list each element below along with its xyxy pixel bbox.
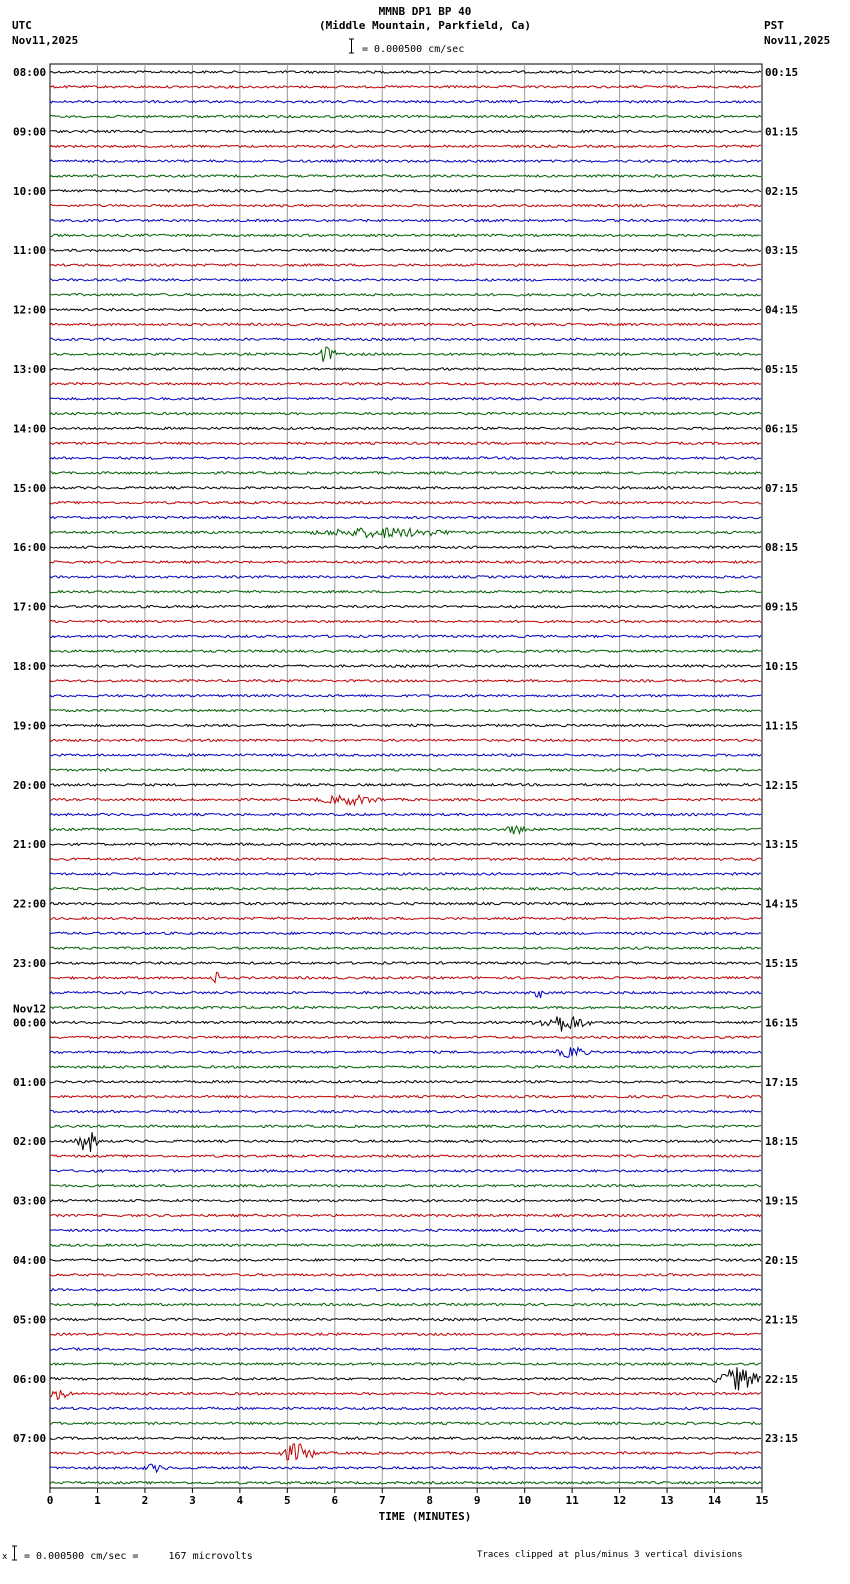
- pst-hour-label: 14:15: [765, 897, 799, 911]
- seismic-trace: [50, 561, 761, 563]
- seismic-trace: [50, 902, 761, 904]
- seismic-trace: [50, 546, 761, 548]
- seismic-trace: [50, 516, 761, 518]
- utc-hour-label: 23:00: [13, 957, 47, 970]
- utc-hour-label: 15:00: [13, 481, 47, 495]
- pst-hour-label: 20:15: [765, 1254, 799, 1267]
- utc-hour-label: 14:00: [13, 422, 47, 436]
- seismic-trace: [50, 1006, 761, 1008]
- utc-hour-label: 11:00: [13, 244, 47, 258]
- seismic-trace: [50, 1444, 761, 1460]
- utc-hour-label: 06:00: [13, 1372, 47, 1386]
- seismic-trace: [50, 1170, 761, 1172]
- seismic-trace: [50, 1303, 761, 1305]
- utc-hour-label: 04:00: [13, 1254, 47, 1267]
- seismic-trace: [50, 754, 761, 756]
- day-change-label: Nov12: [13, 1002, 47, 1016]
- x-tick-label: 13: [660, 1494, 674, 1507]
- seismic-trace: [50, 383, 761, 385]
- clip-note: Traces clipped at plus/minus 3 vertical divisions: [477, 1550, 743, 1560]
- seismic-trace: [50, 1482, 761, 1484]
- seismic-trace: [50, 442, 761, 444]
- pst-hour-label: 23:15: [765, 1432, 799, 1446]
- x-tick-label: 11: [565, 1494, 579, 1507]
- seismic-trace: [50, 695, 761, 697]
- utc-hour-label: 16:00: [13, 541, 47, 555]
- seismic-trace: [50, 101, 761, 103]
- right-date: Nov11,2025: [764, 34, 831, 47]
- pst-hour-label: 04:15: [765, 303, 799, 317]
- pst-hour-label: 16:15: [765, 1016, 799, 1030]
- seismic-trace: [50, 888, 761, 890]
- seismic-trace: [50, 1110, 761, 1112]
- x-tick-label: 5: [284, 1494, 291, 1507]
- pst-hour-label: 15:15: [765, 957, 799, 970]
- pst-hour-label: 18:15: [765, 1135, 799, 1149]
- pst-hour-label: 06:15: [765, 422, 799, 436]
- seismic-trace: [50, 1348, 761, 1350]
- utc-hour-label: 13:00: [13, 363, 47, 376]
- seismic-trace: [50, 398, 761, 400]
- pst-hour-label: 11:15: [765, 719, 799, 733]
- seismic-trace: [50, 932, 761, 934]
- seismic-trace: [50, 724, 761, 726]
- pst-hour-label: 08:15: [765, 541, 799, 555]
- seismic-trace: [50, 620, 761, 622]
- x-tick-label: 14: [707, 1494, 722, 1507]
- seismic-trace: [50, 487, 761, 489]
- seismic-trace: [50, 1259, 761, 1261]
- seismic-trace: [50, 1047, 761, 1057]
- seismic-trace: [50, 279, 761, 281]
- seismic-trace: [50, 826, 761, 834]
- seismic-trace: [50, 234, 761, 236]
- utc-hour-label: 03:00: [13, 1194, 47, 1208]
- seismic-trace: [50, 502, 761, 504]
- seismic-trace: [50, 813, 761, 815]
- x-tick-label: 1: [94, 1494, 101, 1507]
- seismic-trace: [50, 769, 761, 771]
- seismic-trace: [50, 190, 761, 192]
- x-tick-label: 9: [473, 1494, 481, 1507]
- right-timezone: PST: [764, 19, 784, 32]
- seismic-trace: [50, 323, 761, 325]
- x-tick-label: 2: [141, 1494, 149, 1507]
- pst-hour-label: 13:15: [765, 838, 799, 852]
- seismic-trace: [50, 1016, 761, 1031]
- seismic-trace: [50, 1081, 761, 1083]
- seismic-trace: [50, 347, 761, 362]
- footer-mark: x: [2, 1552, 8, 1562]
- pst-hour-label: 12:15: [765, 778, 799, 792]
- seismic-trace: [50, 591, 761, 593]
- seismic-trace: [50, 1066, 761, 1068]
- plot-frame: [50, 64, 762, 1488]
- seismic-trace: [50, 472, 761, 474]
- seismic-trace: [50, 1214, 761, 1216]
- seismic-trace: [50, 412, 761, 414]
- scale-label: = 0.000500 cm/sec: [362, 44, 465, 55]
- pst-hour-label: 10:15: [765, 660, 799, 673]
- pst-hour-label: 19:15: [765, 1194, 799, 1208]
- utc-hour-label: 01:00: [13, 1075, 47, 1089]
- seismic-trace: [50, 368, 761, 370]
- seismic-trace: [50, 86, 761, 88]
- footer-scale-label: = 0.000500 cm/sec = 167 microvolts: [24, 1551, 253, 1562]
- chart-subtitle: (Middle Mountain, Parkfield, Ca): [319, 19, 531, 32]
- seismic-trace: [50, 576, 761, 578]
- seismic-trace: [50, 972, 761, 982]
- seismic-trace: [50, 1289, 761, 1291]
- seismic-trace: [50, 1244, 761, 1246]
- seismic-trace: [50, 145, 761, 147]
- seismic-trace: [50, 1125, 761, 1127]
- seismic-trace: [50, 308, 761, 310]
- seismic-trace: [50, 1333, 761, 1335]
- utc-hour-label: 09:00: [13, 125, 47, 139]
- pst-hour-label: 00:15: [765, 66, 799, 79]
- x-tick-label: 0: [46, 1494, 54, 1507]
- seismic-trace: [50, 991, 761, 998]
- seismic-trace: [50, 843, 761, 845]
- pst-hour-label: 03:15: [765, 244, 799, 258]
- x-tick-label: 10: [518, 1494, 532, 1507]
- seismic-trace: [50, 795, 761, 805]
- seismic-trace: [50, 338, 761, 340]
- seismic-trace: [50, 1199, 761, 1201]
- seismic-trace: [50, 1407, 761, 1409]
- seismic-trace: [50, 665, 761, 667]
- pst-hour-label: 01:15: [765, 125, 799, 139]
- seismic-trace: [50, 947, 761, 949]
- utc-hour-label: 17:00: [13, 600, 47, 614]
- seismic-trace: [50, 427, 761, 429]
- seismic-trace: [50, 1185, 761, 1187]
- seismic-trace: [50, 1132, 761, 1152]
- left-timezone: UTC: [12, 19, 32, 32]
- utc-hour-label: 07:00: [13, 1432, 47, 1446]
- x-tick-label: 15: [755, 1494, 769, 1507]
- seismic-trace: [50, 784, 761, 786]
- utc-hour-label: 02:00: [13, 1135, 47, 1149]
- pst-hour-label: 17:15: [765, 1075, 799, 1089]
- footer-scale-bar-icon: [11, 1545, 18, 1561]
- seismic-trace: [50, 1464, 761, 1472]
- seismic-trace: [50, 457, 761, 459]
- seismic-trace: [50, 1274, 761, 1276]
- seismic-trace: [50, 709, 761, 711]
- pst-hour-label: 22:15: [765, 1372, 799, 1386]
- seismic-trace: [50, 1096, 761, 1098]
- seismic-trace: [50, 1318, 761, 1320]
- x-axis-label: TIME (MINUTES): [378, 1510, 472, 1523]
- seismic-trace: [50, 873, 761, 875]
- seismic-trace: [50, 130, 761, 132]
- seismic-trace: [50, 680, 761, 682]
- x-tick-label: 7: [378, 1494, 386, 1507]
- utc-hour-label: 10:00: [13, 184, 47, 198]
- seismic-trace: [50, 1155, 761, 1157]
- seismic-trace: [50, 650, 761, 652]
- x-tick-label: 12: [612, 1494, 627, 1507]
- utc-hour-label: 21:00: [13, 838, 47, 852]
- seismic-trace: [50, 1229, 761, 1231]
- seismic-trace: [50, 249, 761, 251]
- chart-title: MMNB DP1 BP 40: [378, 5, 472, 18]
- seismic-trace: [50, 71, 761, 73]
- seismic-trace: [50, 962, 761, 964]
- seismic-trace: [50, 635, 761, 637]
- seismic-trace: [50, 1036, 761, 1038]
- seismic-trace: [50, 858, 761, 860]
- x-tick-label: 8: [426, 1494, 434, 1507]
- seismic-trace: [50, 605, 761, 607]
- utc-hour-label: 08:00: [13, 66, 47, 79]
- seismic-trace: [50, 528, 761, 538]
- utc-hour-label: 05:00: [13, 1313, 47, 1327]
- seismic-trace: [50, 1422, 761, 1424]
- utc-hour-label: 18:00: [13, 660, 47, 673]
- seismic-trace: [50, 115, 761, 117]
- left-date: Nov11,2025: [12, 34, 79, 47]
- seismic-trace: [50, 1390, 761, 1399]
- pst-hour-label: 21:15: [765, 1313, 799, 1327]
- pst-hour-label: 09:15: [765, 600, 799, 614]
- pst-hour-label: 05:15: [765, 363, 799, 376]
- seismic-trace: [50, 1437, 761, 1439]
- x-tick-label: 3: [189, 1494, 196, 1507]
- seismic-trace: [50, 219, 761, 221]
- x-tick-label: 6: [331, 1494, 339, 1507]
- seismic-trace: [50, 1367, 761, 1390]
- seismic-trace: [50, 160, 761, 162]
- pst-hour-label: 07:15: [765, 481, 799, 495]
- utc-hour-label: 20:00: [13, 778, 47, 792]
- seismic-trace: [50, 205, 761, 207]
- seismic-trace: [50, 917, 761, 919]
- x-tick-label: 4: [236, 1494, 244, 1507]
- seismic-trace: [50, 175, 761, 177]
- utc-hour-label: 12:00: [13, 303, 47, 317]
- pst-hour-label: 02:15: [765, 184, 799, 198]
- utc-hour-label: 00:00: [13, 1016, 47, 1030]
- seismic-trace: [50, 264, 761, 266]
- utc-hour-label: 19:00: [13, 719, 47, 733]
- seismic-trace: [50, 739, 761, 741]
- utc-hour-label: 22:00: [13, 897, 47, 911]
- seismic-trace: [50, 294, 761, 296]
- seismic-trace: [50, 1363, 761, 1365]
